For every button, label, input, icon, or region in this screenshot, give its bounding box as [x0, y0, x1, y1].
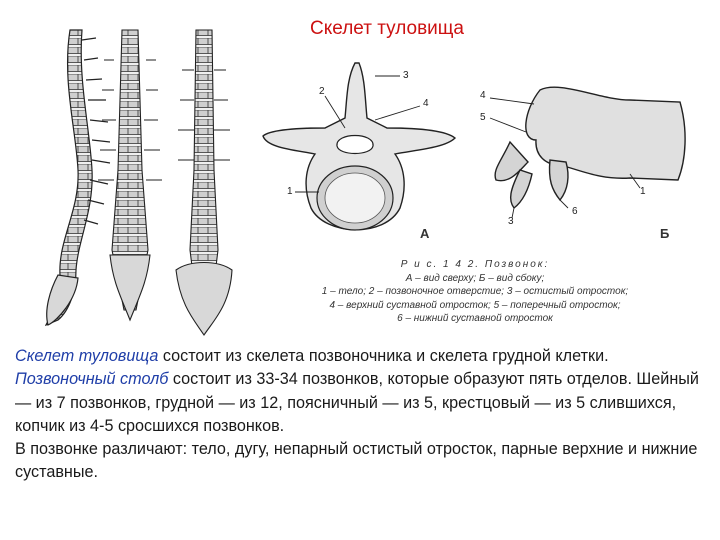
spine-illustrations: [18, 20, 233, 340]
body-text: [15, 345, 705, 485]
vertebra-top-drawing: [255, 58, 460, 248]
paragraph-text: состоит из 33-34 позвонков, которые образуют пять отделов. Шейный — из 7 позвонков, грудной — из 12, поясничный — из 5, крестцовый — из 5 слившихся, копчик из 4-5 сросшихся позвонков.: [15, 370, 699, 435]
label-4: 4: [423, 98, 429, 109]
label-3: 3: [403, 70, 409, 81]
vertebra-top-view: [255, 58, 460, 248]
paragraph-text: состоит из скелета позвоночника и скелета грудной клетки.: [158, 347, 609, 365]
figure-caption: [285, 258, 665, 326]
spine-front: [98, 30, 162, 320]
spine-lateral: [46, 30, 110, 325]
paragraph: [15, 345, 705, 368]
caption-line: 6 – нижний суставной отросток: [397, 313, 553, 324]
caption-line: 4 – верхний суставной отросток; 5 – поперечный отросток;: [329, 299, 621, 311]
label-2: 2: [319, 86, 325, 97]
term-spinal-column: Позвоночный столб: [15, 370, 169, 389]
caption-title: Р и с. 1 4 2. Позвонок:: [400, 259, 550, 270]
caption-line: А – вид сверху; Б – вид сбоку;: [405, 272, 545, 284]
page-title: Скелет туловища: [310, 18, 464, 39]
paragraph: В позвонке различают: тело, дугу, непарный остистый отросток, парные верхние и нижние суставные.: [15, 440, 698, 482]
spine-drawing: [18, 20, 233, 340]
label-6: 6: [572, 206, 578, 217]
label-3-side: 3: [508, 216, 514, 227]
view-b-label: Б: [660, 226, 670, 241]
caption-line: 1 – тело; 2 – позвоночное отверстие; 3 – остистый отросток;: [321, 286, 629, 297]
label-1: 1: [287, 186, 293, 197]
label-1-side: 1: [640, 186, 646, 197]
label-4-side: 4: [480, 90, 486, 101]
term-trunk-skeleton: Скелет туловища: [15, 347, 159, 365]
vertebra-side-view: [480, 70, 695, 255]
paragraph: [15, 368, 705, 438]
spine-back: [176, 30, 232, 335]
label-5: 5: [480, 112, 486, 123]
view-a-label: А: [420, 226, 430, 241]
